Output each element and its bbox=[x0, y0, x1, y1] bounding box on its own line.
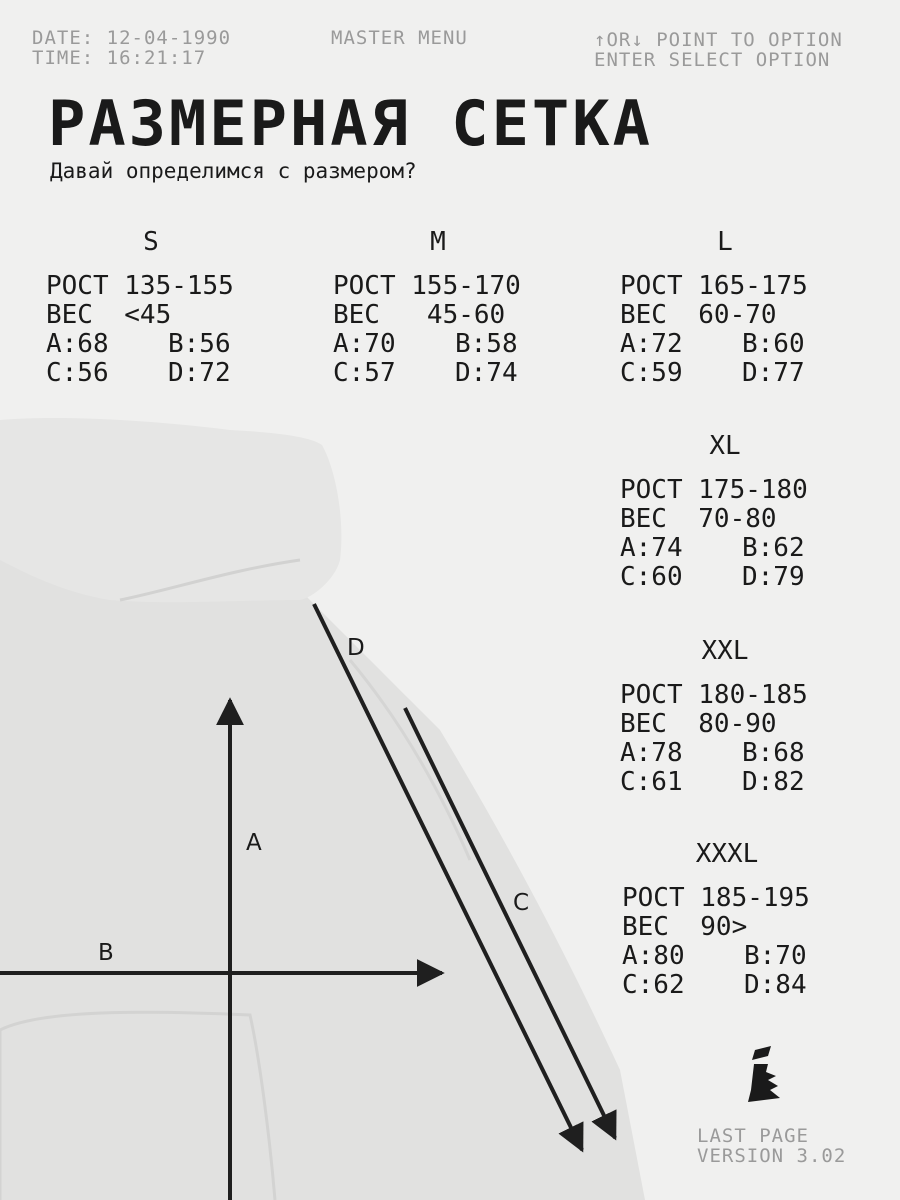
size-height: РОСТ 135-155 bbox=[46, 271, 234, 301]
size-weight: ВЕС 80-90 bbox=[620, 709, 777, 739]
size-c: C:56 bbox=[46, 358, 109, 388]
size-weight: ВЕС 70-80 bbox=[620, 504, 777, 534]
size-b: B:62 bbox=[742, 533, 805, 563]
size-b: B:58 bbox=[455, 329, 518, 359]
size-name: XXXL bbox=[695, 839, 759, 869]
size-c: C:60 bbox=[620, 562, 683, 592]
size-cd bbox=[46, 359, 286, 388]
size-name: XL bbox=[709, 431, 741, 461]
dimension-label-b: B bbox=[98, 940, 114, 966]
size-weight: ВЕС <45 bbox=[46, 300, 172, 330]
brand-logo-icon bbox=[746, 1046, 782, 1102]
header-nav-hints bbox=[594, 30, 843, 70]
size-name: L bbox=[717, 227, 733, 257]
size-c: C:62 bbox=[622, 970, 685, 1000]
size-height: РОСТ 165-175 bbox=[620, 271, 808, 301]
size-b: B:70 bbox=[744, 941, 807, 971]
page-subtitle: Давай определимся с размером? bbox=[50, 159, 417, 183]
size-height: РОСТ 175-180 bbox=[620, 475, 808, 505]
dimension-label-d: D bbox=[347, 635, 365, 661]
nav-hint-point: ↑OR↓ POINT TO OPTION bbox=[594, 29, 843, 51]
size-b: B:68 bbox=[742, 738, 805, 768]
size-a: A:80 bbox=[622, 941, 685, 971]
size-block-xl bbox=[620, 432, 860, 592]
size-d: D:84 bbox=[744, 970, 807, 1000]
size-ab bbox=[622, 942, 862, 971]
size-ab bbox=[46, 330, 286, 359]
size-block-m bbox=[333, 228, 573, 388]
size-b: B:60 bbox=[742, 329, 805, 359]
size-block-l bbox=[620, 228, 860, 388]
size-d: D:74 bbox=[455, 358, 518, 388]
size-a: A:68 bbox=[46, 329, 109, 359]
size-d: D:82 bbox=[742, 767, 805, 797]
size-cd bbox=[620, 768, 860, 797]
page-title: РАЗМЕРНАЯ СЕТКА bbox=[48, 87, 653, 160]
footer-version: VERSION 3.02 bbox=[697, 1145, 847, 1167]
size-c: C:59 bbox=[620, 358, 683, 388]
size-cd bbox=[620, 359, 860, 388]
dimension-label-a: A bbox=[246, 830, 262, 856]
size-name: M bbox=[430, 227, 446, 257]
size-height: РОСТ 180-185 bbox=[620, 680, 808, 710]
size-b: B:56 bbox=[168, 329, 231, 359]
size-name: S bbox=[143, 227, 159, 257]
size-ab bbox=[333, 330, 573, 359]
size-name: XXL bbox=[701, 636, 749, 666]
header-date: DATE: 12-04-1990 bbox=[32, 27, 232, 49]
size-cd bbox=[622, 971, 862, 1000]
footer-last-page: LAST PAGE bbox=[697, 1125, 809, 1147]
size-a: A:74 bbox=[620, 533, 683, 563]
header-datetime bbox=[32, 28, 231, 68]
size-weight: ВЕС 45-60 bbox=[333, 300, 506, 330]
size-a: A:70 bbox=[333, 329, 396, 359]
size-weight: ВЕС 60-70 bbox=[620, 300, 777, 330]
size-height: РОСТ 155-170 bbox=[333, 271, 521, 301]
dimension-label-c: C bbox=[513, 890, 530, 916]
size-a: A:72 bbox=[620, 329, 683, 359]
size-cd bbox=[333, 359, 573, 388]
size-cd bbox=[620, 563, 860, 592]
hoodie-hood bbox=[0, 418, 341, 602]
size-ab bbox=[620, 739, 860, 768]
nav-hint-select: ENTER SELECT OPTION bbox=[594, 49, 831, 71]
size-d: D:72 bbox=[168, 358, 231, 388]
master-menu: MASTER MENU bbox=[331, 27, 468, 49]
size-ab bbox=[620, 330, 860, 359]
size-a: A:78 bbox=[620, 738, 683, 768]
size-c: C:61 bbox=[620, 767, 683, 797]
size-d: D:77 bbox=[742, 358, 805, 388]
size-ab bbox=[620, 534, 860, 563]
header-time: TIME: 16:21:17 bbox=[32, 47, 207, 69]
size-block-xxxl bbox=[622, 840, 862, 1000]
size-block-xxl bbox=[620, 637, 860, 797]
size-weight: ВЕС 90> bbox=[622, 912, 748, 942]
size-height: РОСТ 185-195 bbox=[622, 883, 810, 913]
size-c: C:57 bbox=[333, 358, 396, 388]
footer-version-info bbox=[697, 1126, 846, 1166]
size-d: D:79 bbox=[742, 562, 805, 592]
size-block-s bbox=[46, 228, 286, 388]
